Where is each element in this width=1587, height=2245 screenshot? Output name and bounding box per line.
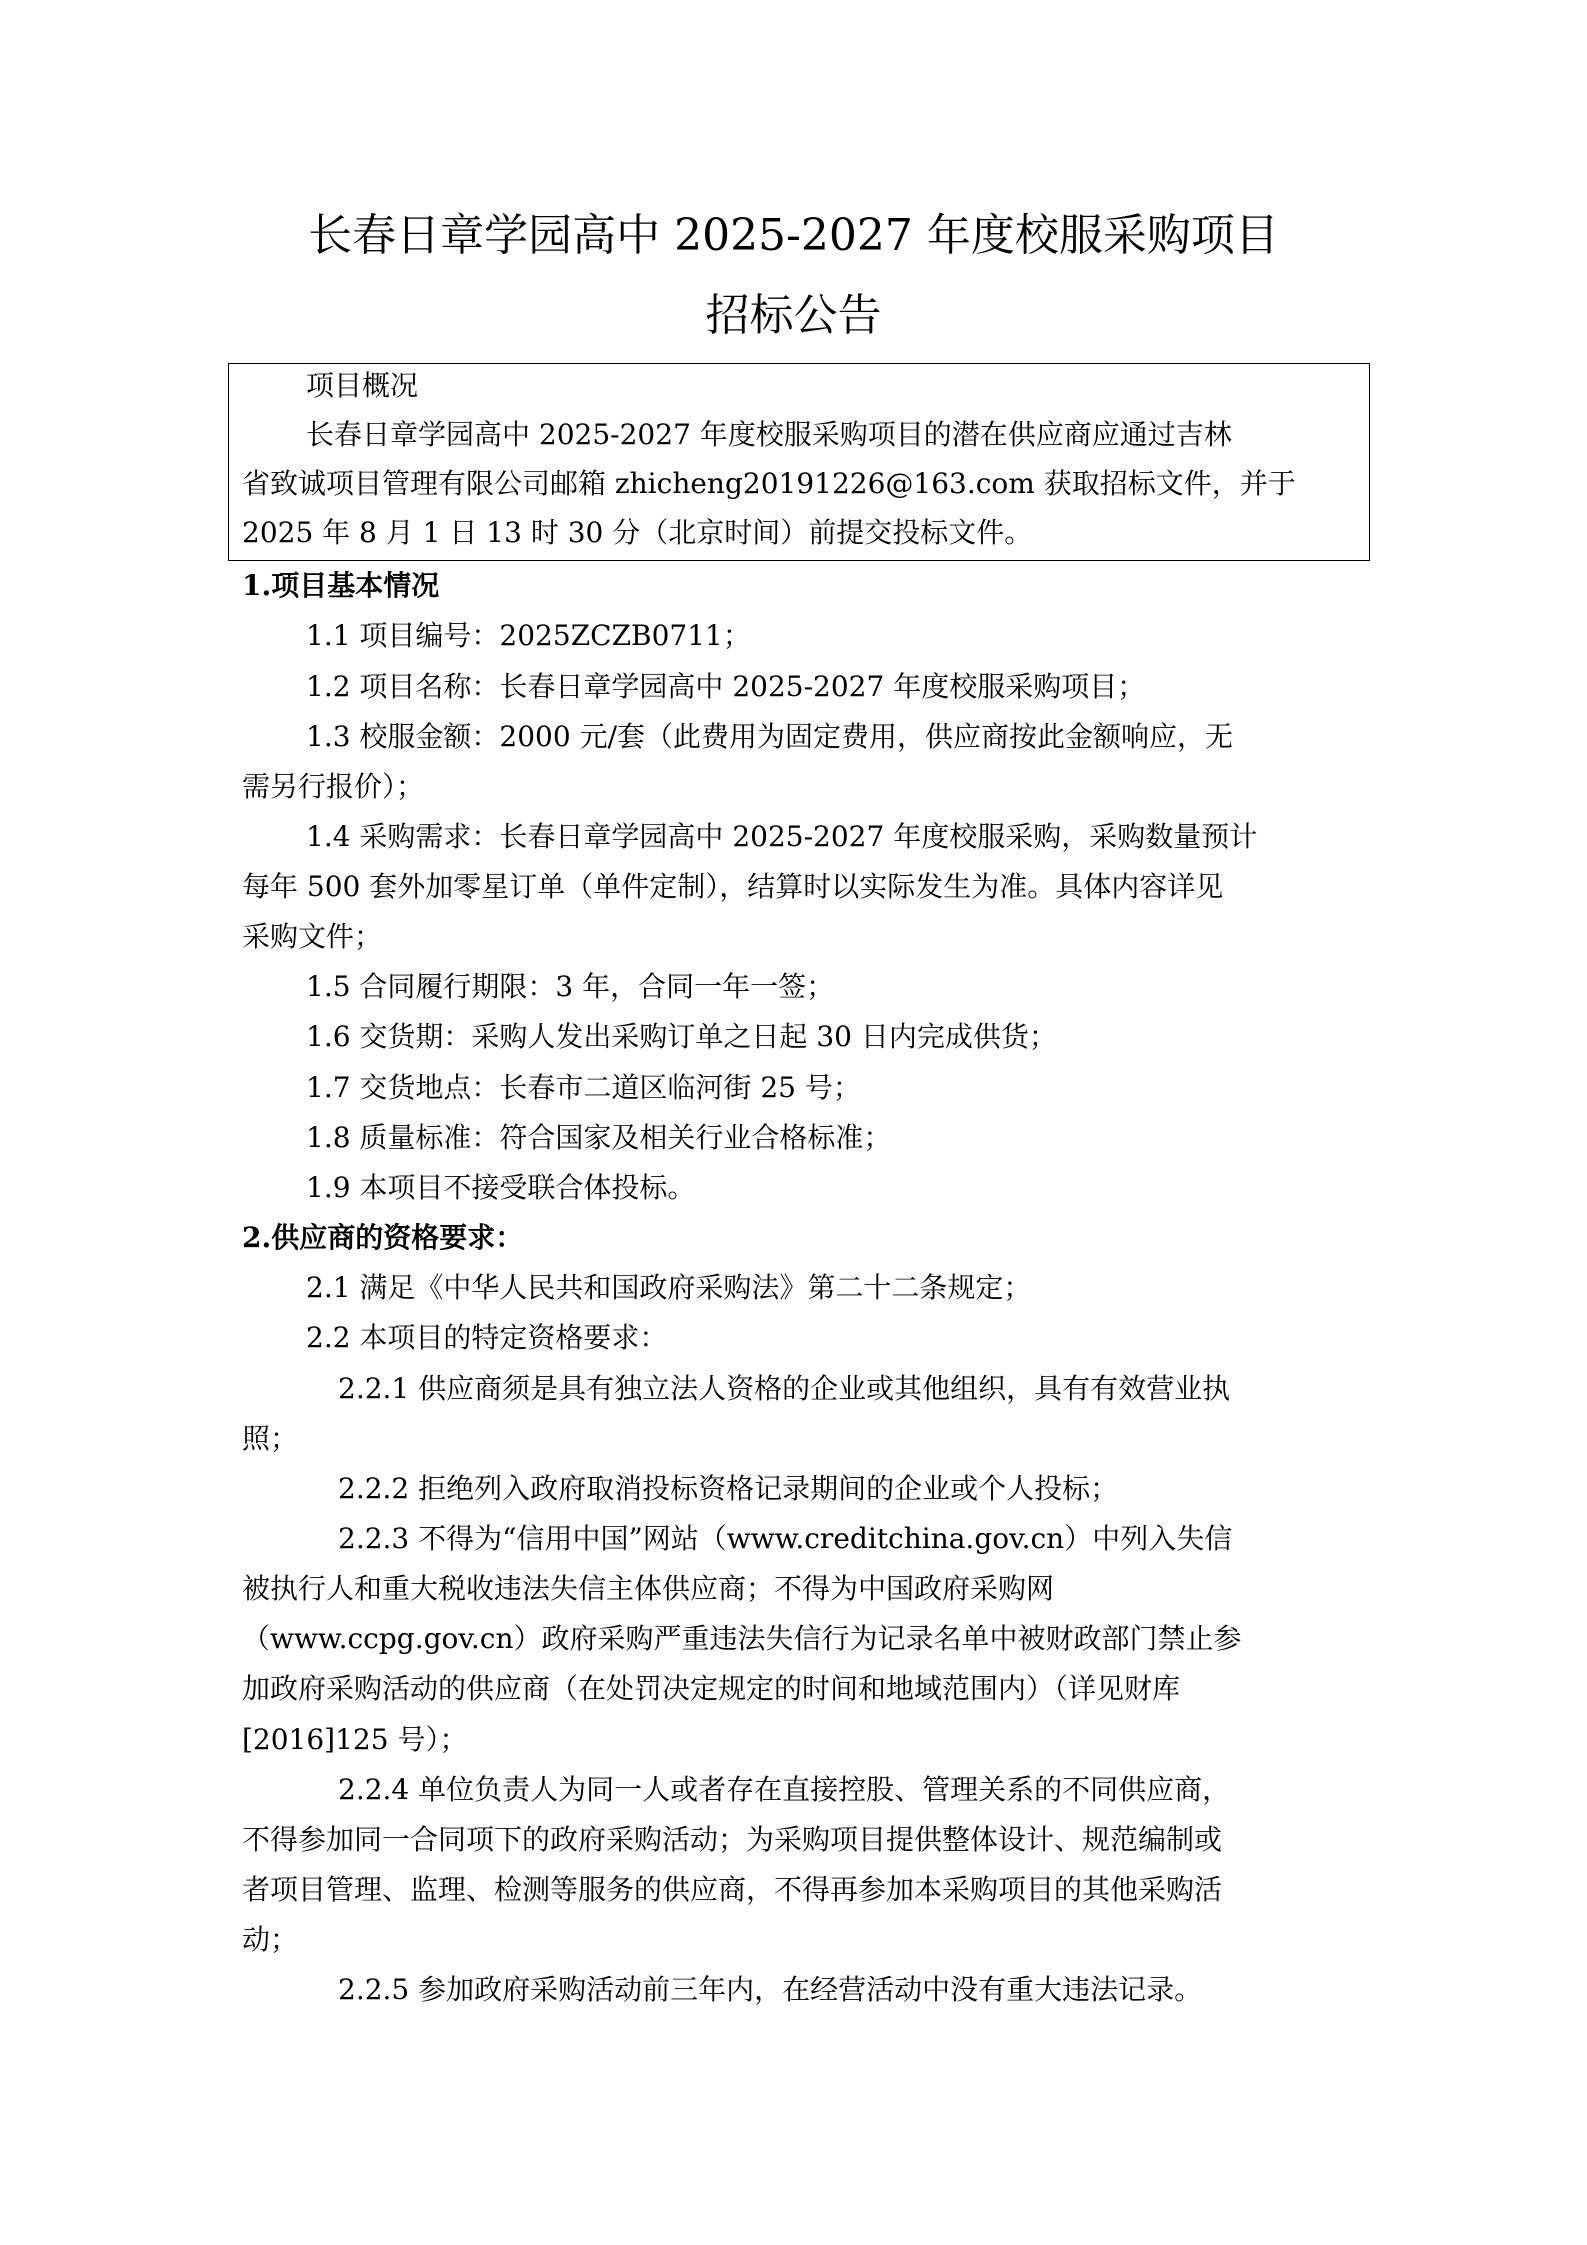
section-1-item: 1.9 本项目不接受联合体投标。: [306, 1171, 696, 1204]
overview-heading: 项目概况: [306, 369, 419, 402]
section-2-item: 2.1 满足《中华人民共和国政府采购法》第二十二条规定；: [306, 1271, 1032, 1304]
section-1-item: 1.4 采购需求：长春日章学园高中 2025-2027 年度校服采购，采购数量预计: [306, 820, 1258, 853]
section-2-subitem-cont: [2016]125 号）；: [242, 1723, 468, 1756]
section-2-subitem-cont: （www.ccpg.gov.cn）政府采购严重违法失信行为记录名单中被财政部门禁止参: [242, 1622, 1242, 1655]
section-1-item: 1.3 校服金额：2000 元/套（此费用为固定费用，供应商按此金额响应，无: [306, 720, 1234, 753]
section-1-item: 1.2 项目名称：长春日章学园高中 2025-2027 年度校服采购项目；: [306, 670, 1146, 703]
section-2-subitem: 2.2.5 参加政府采购活动前三年内，在经营活动中没有重大违法记录。: [338, 1973, 1203, 2006]
section-1-item-cont: 需另行报价）；: [242, 770, 425, 803]
document-subtitle: 招标公告: [705, 290, 882, 341]
section-2-heading: 2.供应商的资格要求：: [242, 1221, 524, 1254]
overview-line: 省致诚项目管理有限公司邮箱 zhicheng20191226@163.com 获取招标文件，并于: [242, 467, 1296, 500]
section-1-item-cont: 每年 500 套外加零星订单（单件定制），结算时以实际发生为准。具体内容详见: [242, 870, 1224, 903]
section-2-subitem-cont: 加政府采购活动的供应商（在处罚决定规定的时间和地域范围内）（详见财库: [242, 1672, 1181, 1705]
section-2-subitem: 2.2.4 单位负责人为同一人或者存在直接控股、管理关系的不同供应商，: [338, 1773, 1231, 1806]
section-2-subitem: 2.2.3 不得为“信用中国”网站（www.creditchina.gov.cn）中列入失信: [338, 1522, 1233, 1555]
section-2-subitem-cont: 不得参加同一合同项下的政府采购活动；为采购项目提供整体设计、规范编制或: [242, 1823, 1223, 1856]
section-2-subitem-cont: 动；: [242, 1923, 299, 1956]
section-2-subitem-cont: 照；: [242, 1422, 299, 1455]
section-1-item: 1.1 项目编号：2025ZCZB0711；: [306, 619, 751, 652]
section-1-item: 1.7 交货地点：长春市二道区临河街 25 号；: [306, 1071, 861, 1104]
section-1-heading: 1.项目基本情况: [242, 569, 440, 602]
section-2-item: 2.2 本项目的特定资格要求：: [306, 1321, 668, 1354]
section-1-item-cont: 采购文件；: [242, 920, 383, 953]
section-1-item: 1.5 合同履行期限：3 年，合同一年一签；: [306, 970, 835, 1003]
section-2-subitem-cont: 者项目管理、监理、检测等服务的供应商，不得再参加本采购项目的其他采购活: [242, 1873, 1223, 1906]
section-2-subitem: 2.2.2 拒绝列入政府取消投标资格记录期间的企业或个人投标；: [338, 1472, 1119, 1505]
section-2-subitem: 2.2.1 供应商须是具有独立法人资格的企业或其他组织，具有有效营业执: [338, 1372, 1231, 1405]
section-1-item: 1.6 交货期：采购人发出采购订单之日起 30 日内完成供货；: [306, 1020, 1057, 1053]
overview-line: 长春日章学园高中 2025-2027 年度校服采购项目的潜在供应商应通过吉林: [306, 418, 1232, 451]
document-title: 长春日章学园高中 2025-2027 年度校服采购项目: [308, 210, 1279, 261]
section-1-item: 1.8 质量标准：符合国家及相关行业合格标准；: [306, 1121, 892, 1154]
section-2-subitem-cont: 被执行人和重大税收违法失信主体供应商；不得为中国政府采购网: [242, 1572, 1055, 1605]
overview-line: 2025 年 8 月 1 日 13 时 30 分（北京时间）前提交投标文件。: [242, 516, 1033, 549]
